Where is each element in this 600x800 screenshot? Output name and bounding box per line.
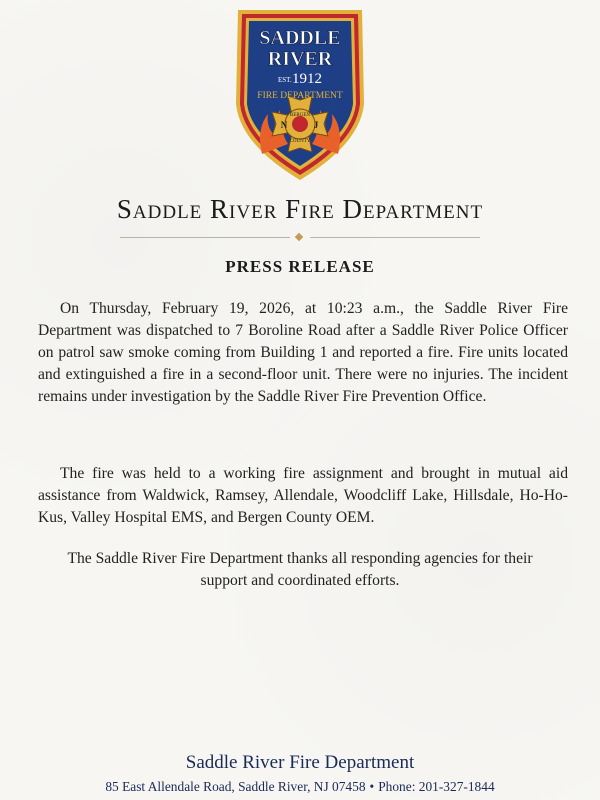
logo-letter-j: J: [313, 120, 319, 130]
diamond-ornament-icon: [295, 233, 303, 241]
press-release-heading: PRESS RELEASE: [225, 257, 375, 276]
footer-address: 85 East Allendale Road, Saddle River, NJ 07458: [105, 779, 366, 794]
footer-department-name: Saddle River Fire Department: [185, 752, 415, 773]
logo-saddle-text: SADDLE: [259, 27, 341, 49]
logo-dept-text: FIRE DEPARTMENT: [257, 91, 343, 101]
body-paragraph-2: The fire was held to a working fire assignment and brought in mutual aid assistance from Waldwick, Ramsey, Allendale, Woodcliff Lake, Hillsdale, Ho-Ho-Kus, Valley Hospital EMS, and Bergen County OEM.: [38, 465, 568, 526]
body-paragraph-1: On Thursday, February 19, 2026, at 10:23 a.m., the Saddle River Fire Department was dispatched to 7 Boroline Road after a Saddle River Police Officer on patrol saw smoke coming from Building 1 and reported a fire. Fire units located and extinguished a fire in a second-floor unit. There were no injuries. The incident remains under investigation by the Saddle River Fire Prevention Office.: [38, 300, 568, 405]
page-title: Saddle River Fire Department: [116, 194, 484, 224]
ornamental-divider: [120, 236, 480, 240]
footer-contact-line: [0, 779, 600, 795]
fire-department-badge-logo: [228, 4, 372, 184]
footer-separator: •: [369, 779, 375, 794]
logo-year-text: 1912: [292, 71, 322, 87]
logo-est-text: EST.: [278, 76, 292, 84]
logo-county-bottom-text: COUNTY: [289, 139, 311, 144]
logo-letter-n: N: [280, 120, 288, 130]
footer-phone: Phone: 201-327-1844: [378, 779, 495, 794]
divider-line-left: [120, 237, 290, 238]
logo-county-top-text: BERGEN: [290, 113, 310, 118]
body-paragraph-3: The Saddle River Fire Department thanks all responding agencies for their support and coordinated efforts.: [67, 550, 533, 589]
divider-line-right: [310, 237, 480, 238]
logo-river-text: RIVER: [267, 48, 333, 70]
